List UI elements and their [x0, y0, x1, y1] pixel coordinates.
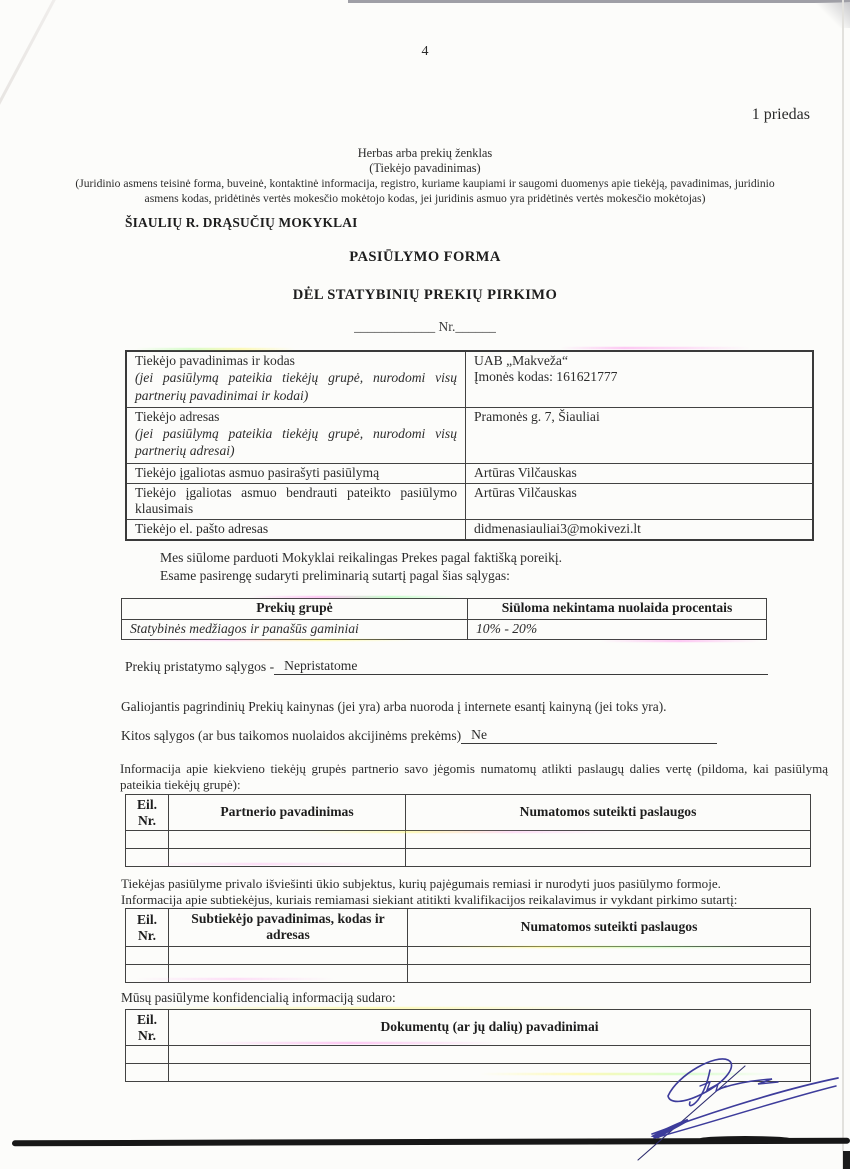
letterhead — [0, 146, 850, 206]
delivery-terms-field — [125, 658, 768, 675]
table-row — [126, 351, 813, 407]
subcontractors-eil-header: Eil. Nr. — [126, 909, 169, 947]
discount-col2-header: Siūloma nekintama nuolaida procentais — [468, 599, 767, 620]
supplier-address-note: (jei pasiūlymą pateikia tiekėjų grupė, nurodomi visų partnerių adresai) — [135, 425, 457, 458]
partners-intro: Informacija apie kiekvieno tiekėjų grupės partnerio savo jėgomis numatomų atlikti paslaugų dalies vertę (pildoma, kai pasiūlymą pateikia tiekėjų grupė): — [120, 761, 828, 792]
offer-intro-line1: Mes siūlome parduoti Mokyklai reikalingas Prekes pagal faktišką poreikį. — [160, 550, 563, 565]
supplier-address-value: Pramonės g. 7, Šiauliai — [474, 408, 600, 424]
email-value: didmenasiauliai3@mokivezi.lt — [474, 520, 641, 536]
form-subtitle: DĖL STATYBINIŲ PREKIŲ PIRKIMO — [292, 287, 558, 303]
goods-group-value: Statybinės medžiagos ir panašūs gaminiai — [122, 620, 468, 640]
discount-table — [121, 598, 767, 640]
table-row — [122, 620, 767, 640]
discount-col1-header: Prekių grupė — [122, 599, 468, 620]
supplier-info-table — [125, 350, 814, 541]
other-terms-field — [121, 727, 717, 744]
letterhead-legal-note: (Juridinio asmens teisinė forma, buveinė, kontaktinė informacija, registro, kuriame kaupiami ir saugomi duomenys apie tiekėją, pavadinimas, juridinio asmens kodas, pridėtinės vertės mokesčio mokėtojo kodas, jei juridinis asmuo yra pridėtinės vertės mokesčio mokėtojas) — [75, 177, 775, 205]
subcontractors-note-line1: Tiekėjas pasiūlyme privalo išviešinti ūkio subjektus, kurių pajėgumais remiasi ir nurodyti juos pasiūlymo formoje. — [121, 876, 721, 891]
addressee: ŠIAULIŲ R. DRĄSUČIŲ MOKYKLAI — [125, 215, 358, 230]
subcontractors-name-header: Subtiekėjo pavadinimas, kodas ir adresas — [169, 909, 408, 947]
table-header-row — [126, 909, 811, 947]
subcontractors-table — [125, 908, 811, 983]
supplier-code-value: Įmonės kodas: 161621777 — [474, 369, 618, 384]
signature-ink — [630, 1048, 850, 1166]
table-header-row — [126, 1010, 811, 1046]
subcontractors-services-header: Numatomos suteikti paslaugos — [408, 909, 811, 947]
scan-fringe — [560, 347, 750, 349]
table-row — [126, 831, 811, 849]
letterhead-line1: Herbas arba prekių ženklas — [357, 146, 493, 160]
table-row — [126, 849, 811, 867]
annex-label: 1 priedas — [751, 106, 810, 123]
email-label: Tiekėjo el. pašto adresas — [135, 520, 269, 536]
letterhead-line2: (Tiekėjo pavadinimas) — [369, 161, 481, 175]
document-number-blank: ____________ Nr.______ — [354, 319, 496, 334]
contact-label: Tiekėjo įgaliotas asmuo bendrauti pateikto pasiūlymo klausimais — [135, 484, 457, 516]
subcontractors-note-line2: Informacija apie subtiekėjus, kuriais remiamasi siekiant atitikti kvalifikacijos reikalavimus ir vykdant pirkimo sutartį: — [121, 892, 738, 907]
partners-name-header: Partnerio pavadinimas — [169, 795, 406, 831]
supplier-name-value: UAB „Makveža“ — [474, 353, 568, 368]
supplier-address-label: Tiekėjo adresas — [135, 408, 220, 424]
offer-intro — [160, 549, 562, 584]
contact-value: Artūras Vilčauskas — [474, 484, 577, 500]
supplier-name-note: (jei pasiūlymą pateikia tiekėjų grupė, nurodomi visų partnerių pavadinimai ir kodai) — [135, 370, 457, 403]
table-row — [126, 965, 811, 983]
subcontractors-note — [121, 876, 833, 908]
discount-range-value: 10% - 20% — [468, 620, 767, 640]
confidential-docs-header: Dokumentų (ar jų dalių) pavadinimai — [169, 1010, 811, 1046]
scan-top-edge — [348, 0, 850, 3]
other-terms-label: Kitos sąlygos (ar bus taikomos nuolaidos akcijinėms prekėms) — [121, 728, 462, 743]
table-header-row — [126, 795, 811, 831]
scan-corner-smudge — [815, 2, 850, 28]
pricelist-note: Galiojantis pagrindinių Prekių kainynas (jei yra) arba nuoroda į internete esantį kainyną (jei toks yra). — [121, 699, 667, 714]
signer-label: Tiekėjo įgaliotas asmuo pasirašyti pasiūlymą — [135, 464, 380, 480]
table-row — [126, 407, 813, 463]
signer-value: Artūras Vilčauskas — [474, 464, 577, 480]
table-header-row — [122, 599, 767, 620]
other-terms-value: Ne — [471, 727, 488, 742]
delivery-terms-value: Nepristatome — [284, 658, 358, 673]
offer-intro-line2: Esame pasirengę sudaryti preliminarią sutartį pagal šias sąlygas: — [160, 567, 510, 583]
table-row — [126, 519, 813, 540]
delivery-terms-blank — [274, 658, 768, 675]
delivery-terms-label: Prekių pristatymo sąlygos - — [125, 659, 275, 674]
supplier-name-label: Tiekėjo pavadinimas ir kodas — [135, 353, 295, 368]
table-row — [126, 463, 813, 483]
partners-eil-header: Eil. Nr. — [126, 795, 169, 831]
partners-services-header: Numatomos suteikti paslaugos — [406, 795, 811, 831]
other-terms-blank — [461, 727, 717, 744]
table-row — [126, 947, 811, 965]
scan-fringe — [600, 640, 760, 642]
confidential-eil-header: Eil. Nr. — [126, 1010, 169, 1046]
partners-table — [125, 794, 811, 867]
form-title: PASIŪLYMO FORMA — [349, 249, 501, 265]
table-row — [126, 483, 813, 519]
page-number: 4 — [421, 44, 429, 59]
confidential-intro: Mūsų pasiūlyme konfidencialią informaciją sudaro: — [121, 990, 396, 1005]
